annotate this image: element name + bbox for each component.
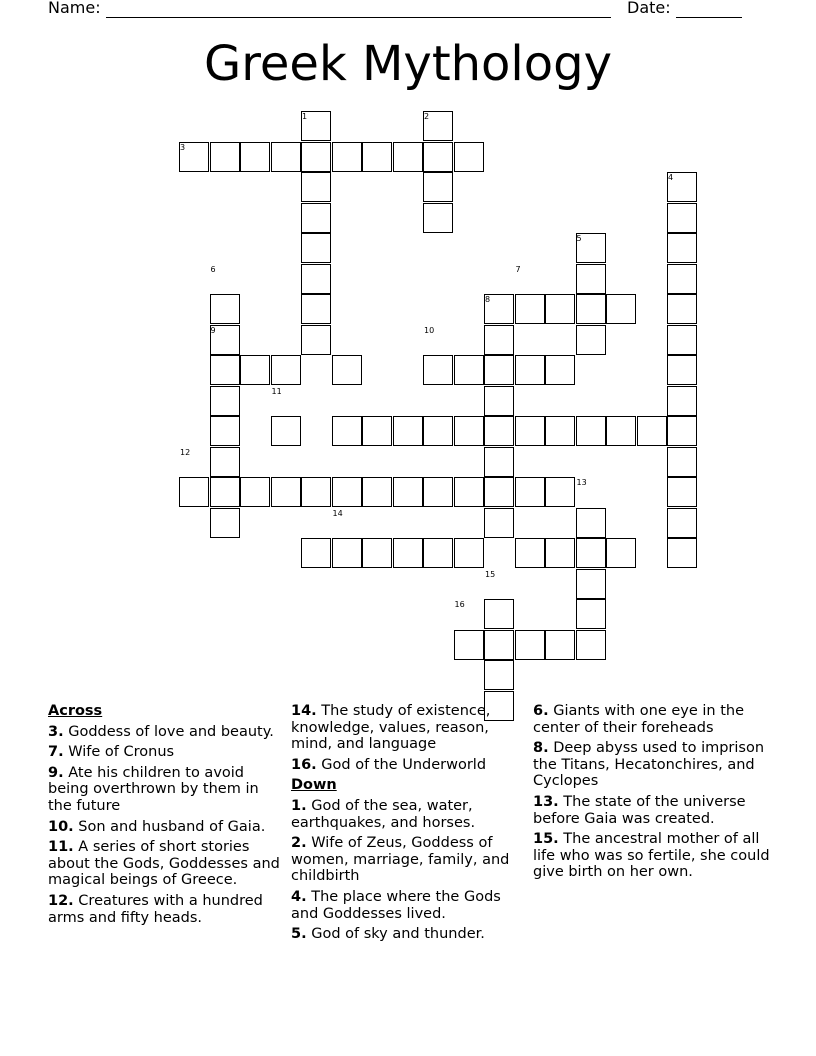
grid-cell[interactable] (240, 477, 270, 507)
grid-cell[interactable] (637, 416, 667, 446)
clue-item (533, 831, 771, 881)
name-label: Name: (48, 0, 101, 17)
grid-cell[interactable] (210, 416, 240, 446)
grid-cell[interactable] (362, 477, 392, 507)
grid-cell[interactable] (423, 142, 453, 172)
clue-item (291, 889, 529, 922)
clue-item-text: Giants with one eye in the center of their foreheads (533, 703, 745, 736)
grid-cell[interactable] (576, 416, 606, 446)
clue-number: 15 (485, 569, 496, 579)
grid-cell[interactable] (210, 294, 240, 324)
grid-cell[interactable] (301, 294, 331, 324)
clue-number: 5 (576, 234, 582, 243)
grid-cell[interactable] (393, 142, 423, 172)
grid-cell[interactable] (210, 508, 240, 538)
grid-cell[interactable] (484, 416, 514, 446)
clue-item (48, 744, 286, 761)
grid-cell[interactable] (454, 142, 484, 172)
clue-number: 3 (180, 142, 186, 152)
grid-cell[interactable] (515, 355, 545, 385)
grid-cell[interactable] (210, 355, 240, 385)
clue-item (533, 794, 771, 827)
grid-cell[interactable] (484, 660, 514, 690)
grid-cell[interactable] (423, 538, 453, 568)
grid-cell[interactable] (423, 355, 453, 385)
grid-cell[interactable] (454, 416, 484, 446)
grid-cell[interactable] (576, 294, 606, 324)
clue-item-text: Goddess of love and beauty. (63, 723, 274, 740)
grid-cell[interactable] (301, 203, 331, 233)
clue-number: 10 (424, 325, 435, 335)
clue-number: 8 (485, 295, 491, 304)
grid-cell[interactable] (667, 447, 697, 477)
clue-item (291, 835, 529, 885)
clue-item-number: 13. (533, 793, 559, 810)
grid-cell[interactable] (454, 630, 484, 660)
clue-item (48, 893, 286, 926)
grid-cell[interactable] (484, 447, 514, 477)
grid-cell[interactable] (301, 325, 331, 355)
grid-cell[interactable] (515, 294, 545, 324)
grid-cell[interactable] (240, 355, 270, 385)
grid-cell[interactable] (271, 142, 301, 172)
clues-column-3 (533, 703, 771, 885)
grid-cell[interactable] (362, 142, 392, 172)
clue-item-text: Son and husband of Gaia. (73, 818, 266, 835)
grid-cell[interactable] (576, 264, 606, 294)
grid-cell[interactable] (667, 264, 697, 294)
grid-cell[interactable] (332, 477, 362, 507)
grid-cell[interactable] (484, 630, 514, 660)
clues-column-2 (291, 703, 529, 947)
clue-item-text: Wife of Zeus, Goddess of women, marriage, family, and childbirth (291, 835, 510, 885)
grid-cell[interactable] (576, 508, 606, 538)
grid-cell[interactable] (667, 416, 697, 446)
grid-cell[interactable] (576, 599, 606, 629)
clue-item (48, 839, 286, 889)
clues-column-1 (48, 703, 286, 930)
grid-cell[interactable] (332, 355, 362, 385)
date-label: Date: (627, 0, 671, 17)
clue-item (291, 798, 529, 831)
clue-number: 11 (271, 386, 282, 396)
grid-cell[interactable] (515, 416, 545, 446)
grid-cell[interactable] (423, 203, 453, 233)
down-heading: Down (291, 777, 337, 794)
grid-cell[interactable] (423, 172, 453, 202)
grid-cell[interactable] (210, 386, 240, 416)
clue-item-number: 2. (291, 835, 307, 852)
clue-item-text: Deep abyss used to imprison the Titans, Hecatonchires, and Cyclopes (533, 740, 765, 790)
grid-cell[interactable] (515, 630, 545, 660)
clue-item-number: 12. (48, 892, 74, 909)
grid-cell[interactable] (606, 538, 636, 568)
clue-item (533, 740, 771, 790)
grid-cell[interactable] (545, 355, 575, 385)
clue-item-number: 14. (291, 703, 317, 719)
grid-cell[interactable] (301, 142, 331, 172)
clue-item-text: God of the sea, water, earthquakes, and horses. (291, 797, 476, 831)
grid-cell[interactable] (362, 538, 392, 568)
grid-cell[interactable] (423, 416, 453, 446)
clue-item-number: 4. (291, 888, 307, 905)
clue-item-number: 3. (48, 723, 64, 740)
across-clue-list (48, 724, 286, 927)
grid-cell[interactable] (393, 538, 423, 568)
grid-cell[interactable] (210, 142, 240, 172)
grid-cell[interactable] (240, 142, 270, 172)
grid-cell[interactable] (271, 355, 301, 385)
clue-number: 14 (332, 508, 343, 518)
grid-cell[interactable] (576, 538, 606, 568)
clue-item-text: The study of existence, knowledge, values, reason, mind, and language (291, 703, 491, 753)
clue-item (533, 703, 771, 736)
grid-cell[interactable] (545, 416, 575, 446)
clue-item-text: The place where the Gods and Goddesses lived. (291, 888, 501, 922)
grid-cell[interactable] (576, 325, 606, 355)
clue-item (291, 926, 529, 943)
grid-cell[interactable] (271, 416, 301, 446)
clue-item-text: Ate his children to avoid being overthrown by them in the future (48, 764, 259, 814)
clue-item-text: A series of short stories about the Gods, Goddesses and magical beings of Greece. (48, 839, 280, 889)
grid-cell[interactable] (667, 294, 697, 324)
down-clue-list (291, 798, 529, 943)
grid-cell[interactable] (606, 416, 636, 446)
grid-cell[interactable] (393, 416, 423, 446)
grid-cell[interactable] (667, 203, 697, 233)
grid-cell[interactable] (301, 264, 331, 294)
clue-number: 16 (454, 600, 465, 609)
clue-item-text: The state of the universe before Gaia was created. (533, 793, 746, 827)
grid-cell[interactable] (301, 477, 331, 507)
grid-cell[interactable] (576, 630, 606, 660)
clue-item-number: 5. (291, 926, 307, 943)
grid-cell[interactable] (484, 508, 514, 538)
clue-item-text: Creatures with a hundred arms and fifty heads. (48, 892, 263, 926)
clue-item-number: 7. (48, 744, 64, 761)
grid-cell[interactable] (484, 477, 514, 507)
grid-cell[interactable] (515, 538, 545, 568)
grid-cell[interactable] (454, 477, 484, 507)
clue-item (291, 757, 529, 774)
clue-item-number: 8. (533, 740, 549, 757)
grid-cell[interactable] (667, 325, 697, 355)
grid-cell[interactable] (545, 294, 575, 324)
clue-item-number: 6. (533, 703, 549, 719)
grid-cell[interactable] (210, 447, 240, 477)
grid-cell[interactable] (454, 538, 484, 568)
grid-cell[interactable] (667, 508, 697, 538)
clue-item (291, 703, 529, 753)
grid-cell[interactable] (332, 416, 362, 446)
clue-item-text: The ancestral mother of all life who was so fertile, she could give birth on her own. (533, 831, 770, 881)
clue-item (48, 765, 286, 815)
across-heading: Across (48, 703, 103, 719)
clue-item-text: God of sky and thunder. (306, 926, 485, 943)
grid-cell[interactable] (332, 142, 362, 172)
clue-number: 1 (302, 112, 308, 121)
grid-cell[interactable] (484, 599, 514, 629)
grid-cell[interactable] (423, 477, 453, 507)
page-title: Greek Mythology (204, 36, 612, 92)
clue-item-text: Wife of Cronus (63, 744, 175, 761)
grid-cell[interactable] (301, 538, 331, 568)
grid-cell[interactable] (545, 630, 575, 660)
grid-cell[interactable] (454, 355, 484, 385)
grid-cell[interactable] (576, 569, 606, 599)
clue-number: 9 (210, 325, 216, 335)
clue-item-number: 15. (533, 831, 559, 848)
clue-item-number: 10. (48, 818, 74, 835)
grid-cell[interactable] (362, 416, 392, 446)
grid-cell[interactable] (545, 477, 575, 507)
clue-number: 12 (180, 447, 191, 457)
grid-cell[interactable] (393, 477, 423, 507)
clue-item-text: God of the Underworld (316, 756, 487, 773)
clue-item-number: 1. (291, 797, 307, 814)
clue-number: 2 (424, 112, 430, 121)
clue-number: 13 (576, 478, 587, 487)
grid-cell[interactable] (667, 538, 697, 568)
grid-cell[interactable] (667, 477, 697, 507)
grid-cell[interactable] (210, 477, 240, 507)
clue-item (48, 819, 286, 836)
down-clue-list-cont (533, 703, 771, 881)
grid-cell[interactable] (484, 386, 514, 416)
grid-cell[interactable] (301, 172, 331, 202)
clue-item-number: 9. (48, 764, 64, 781)
grid-cell[interactable] (301, 233, 331, 263)
clue-item-number: 16. (291, 756, 317, 773)
grid-cell[interactable] (606, 294, 636, 324)
clue-number: 7 (515, 264, 521, 274)
grid-cell[interactable] (484, 355, 514, 385)
clue-number: 4 (668, 173, 674, 182)
clue-item-number: 11. (48, 839, 74, 856)
grid-cell[interactable] (179, 477, 209, 507)
grid-cell[interactable] (332, 538, 362, 568)
clue-item (48, 724, 286, 741)
grid-cell[interactable] (515, 477, 545, 507)
clue-number: 6 (210, 264, 216, 274)
grid-cell[interactable] (484, 325, 514, 355)
grid-cell[interactable] (667, 355, 697, 385)
grid-cell[interactable] (545, 538, 575, 568)
grid-cell[interactable] (667, 233, 697, 263)
across-clue-list-cont (291, 703, 529, 773)
grid-cell[interactable] (667, 386, 697, 416)
grid-cell[interactable] (271, 477, 301, 507)
